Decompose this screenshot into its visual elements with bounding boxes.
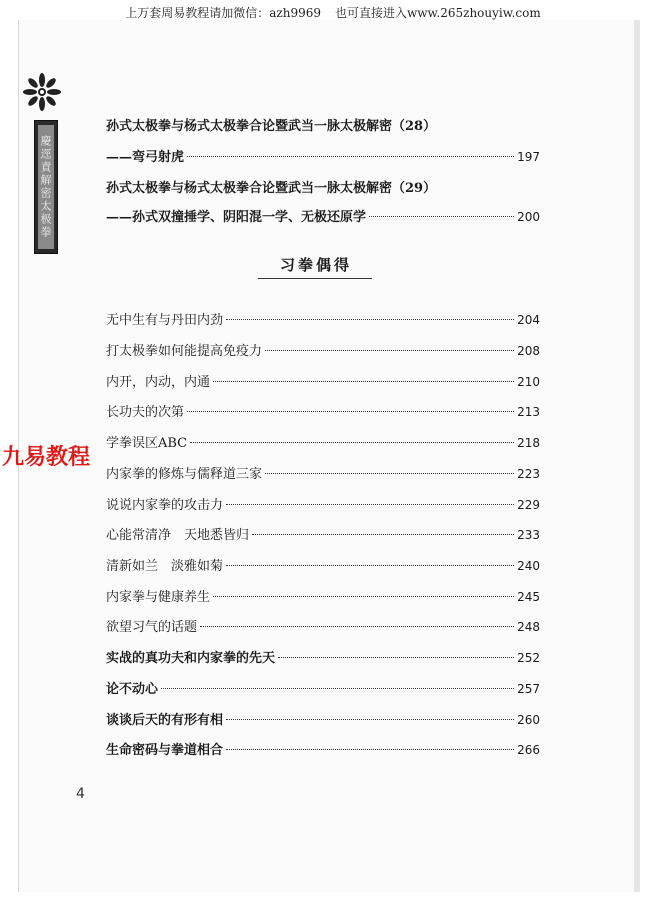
toc-item [106,311,540,330]
toc-page-number: 260 [517,713,540,727]
leader-dots [278,657,514,658]
toc-page-number: 223 [517,467,540,481]
toc-page-number: 266 [517,743,540,757]
leader-dots [226,719,514,720]
toc-item [106,649,540,668]
toc-item [106,465,540,484]
leader-dots [187,411,514,412]
toc-page-number: 210 [517,375,540,389]
toc-item [106,496,540,515]
section-title: 习拳偶得 [279,256,352,274]
toc-page-number: 233 [517,528,540,542]
toc-item-title: 内家拳的修炼与儒释道三家 [106,467,263,482]
toc-item-title: 欲望习气的话题 [106,620,198,635]
toc-page-number: 240 [517,559,540,573]
toc-top-2-line1: 孙式太极拳与杨式太极拳合论暨武当一脉太极解密（29） [106,181,437,196]
toc-item [106,588,540,607]
toc-page-number: 257 [517,682,540,696]
leader-dots [213,596,514,597]
header-banner [0,4,666,21]
spine-title: 慶逕責解密太极拳 [38,125,54,249]
scan-edge [634,20,640,892]
toc-item-title: 打太极拳如何能提高免疫力 [106,344,263,359]
leader-dots [161,688,514,689]
toc-item-title: 论不动心 [106,682,159,697]
toc-item-title: 内开，内动，内通 [106,375,211,390]
toc-item-title: 谈谈后天的有形有相 [106,713,224,728]
toc-page-number: 218 [517,436,540,450]
toc-item [106,342,540,361]
toc-top-2-line2: ——孙式双撞捶学、阴阳混一学、无极还原学 [106,210,367,225]
toc-item [106,711,540,730]
toc-page-number: 245 [517,590,540,604]
header-text-left: 上万套周易教程请加微信：azh9969 [125,6,322,20]
section-underline [258,278,372,279]
toc-item-title: 生命密码与拳道相合 [106,743,224,758]
toc-top-1-entry [106,148,540,167]
flower-icon [22,72,62,112]
page-number: 4 [76,786,85,802]
toc-item-title: 说说内家拳的攻击力 [106,498,224,513]
toc-item-title: 实战的真功夫和内家拳的先天 [106,651,276,666]
toc-top-1-line2: ——弯弓射虎 [106,150,185,165]
toc-item [106,741,540,760]
watermark-text: 九易教程 [2,445,91,470]
toc-item-title: 清新如兰 淡雅如菊 [106,559,224,574]
toc-page-number: 213 [517,405,540,419]
leader-dots [265,350,514,351]
leader-dots [265,473,514,474]
toc-item [106,557,540,576]
book-spine-ornament [34,120,58,254]
toc-item [106,680,540,699]
leader-dots [226,504,514,505]
toc-item [106,618,540,637]
toc-item [106,526,540,545]
toc-item [106,434,540,453]
header-text-right: 也可直接进入www.265zhouyiw.com [335,6,541,20]
toc-item-title: 无中生有与丹田内劲 [106,313,224,328]
toc-page-number: 204 [517,313,540,327]
toc-item-title: 学拳误区ABC [106,436,188,451]
leader-dots [252,534,514,535]
leader-dots [213,381,514,382]
leader-dots [190,442,514,443]
toc-item [106,373,540,392]
leader-dots [226,319,514,320]
leader-dots [226,749,514,750]
toc-item-title: 心能常清净 天地悉皆归 [106,528,250,543]
toc-page-number: 252 [517,651,540,665]
toc-page-number: 197 [517,150,540,164]
toc-top-2-entry [106,208,540,227]
leader-dots [369,216,514,217]
leader-dots [226,565,514,566]
toc-page-number: 208 [517,344,540,358]
toc-item-title: 内家拳与健康养生 [106,590,211,605]
toc-page-number: 200 [517,210,540,224]
leader-dots [200,626,514,627]
toc-page-number: 248 [517,620,540,634]
toc-page-number: 229 [517,498,540,512]
toc-item [106,403,540,422]
toc-item-title: 长功夫的次第 [106,405,185,420]
toc-top-1-line1: 孙式太极拳与杨式太极拳合论暨武当一脉太极解密（28） [106,119,437,134]
leader-dots [187,156,514,157]
